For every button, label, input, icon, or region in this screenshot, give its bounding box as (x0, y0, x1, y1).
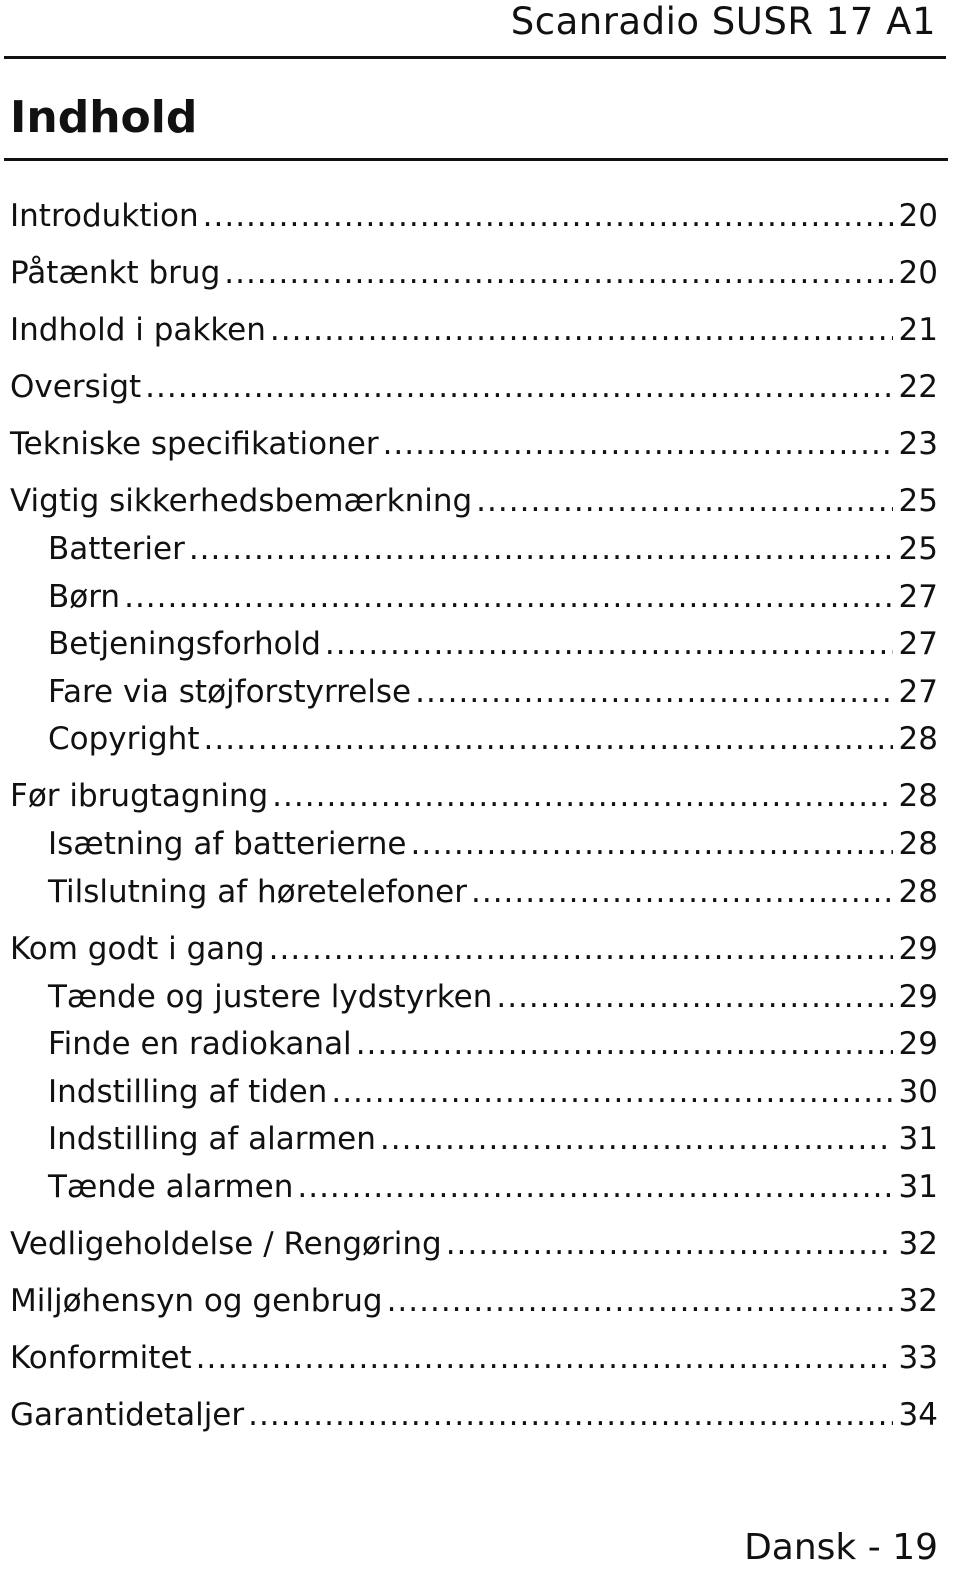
toc-subentry[interactable] (48, 717, 938, 761)
toc-subentry[interactable] (48, 1165, 938, 1209)
dot-leader (248, 1393, 892, 1437)
toc-entry-title: Påtænkt brug (10, 255, 221, 291)
toc-entry-title: Indstilling af tiden (48, 1073, 328, 1110)
toc-entry-page: 27 (898, 626, 938, 662)
toc-entry-page: 34 (898, 1396, 938, 1433)
toc-entry[interactable] (10, 251, 938, 295)
toc-entry-page: 33 (898, 1339, 938, 1376)
toc-subentry[interactable] (48, 822, 938, 866)
toc-entry-page: 28 (898, 721, 938, 757)
dot-leader (325, 622, 893, 666)
toc-entry[interactable] (10, 927, 938, 971)
toc-entry-title: Betjeningsforhold (48, 626, 321, 662)
toc-entry-title: Batterier (48, 531, 185, 567)
dot-leader (269, 927, 893, 971)
dot-leader (272, 774, 892, 818)
page-heading: Indhold (10, 92, 198, 143)
toc-entry-page: 31 (898, 1168, 938, 1205)
toc-entry-page: 27 (898, 673, 938, 710)
toc-entry-title: Garantidetaljer (10, 1396, 245, 1433)
dot-leader (446, 1222, 893, 1266)
toc-subentry[interactable] (48, 1022, 938, 1066)
dot-leader (297, 1165, 892, 1209)
toc-entry-title: Fare via støjforstyrrelse (48, 673, 412, 710)
toc-entry-title: Vedligeholdelse / Rengøring (10, 1225, 442, 1262)
footer-page-number: 19 (892, 1527, 938, 1568)
dot-leader (145, 365, 892, 409)
toc-entry-title: Isætning af batterierne (48, 826, 407, 862)
toc-subentry[interactable] (48, 1070, 938, 1114)
toc-entry-page: 28 (898, 826, 938, 862)
footer-language: Dansk (744, 1527, 857, 1568)
dot-leader (411, 822, 893, 866)
toc-entry-title: Kom godt i gang (10, 930, 265, 967)
toc-entry-title: Indhold i pakken (10, 312, 266, 348)
toc-entry-page: 29 (898, 978, 938, 1015)
toc-entry-title: Tænde alarmen (48, 1168, 294, 1205)
toc-entry[interactable] (10, 365, 938, 409)
toc-entry-title: Vigtig sikkerhedsbemærkning (10, 483, 473, 519)
dot-leader (496, 975, 892, 1019)
toc-entry[interactable] (10, 194, 938, 238)
toc-entry-title: Introduktion (10, 198, 199, 234)
toc-entry-title: Tilslutning af høretelefoner (48, 873, 467, 910)
dot-leader (356, 1022, 893, 1066)
dot-leader (471, 870, 893, 914)
toc-entry-page: 20 (898, 198, 938, 234)
toc-entry-page: 20 (898, 255, 938, 291)
toc-entry-page: 22 (898, 369, 938, 405)
toc-entry-title: Konformitet (10, 1339, 192, 1376)
toc-subentry[interactable] (48, 670, 938, 714)
dot-leader (270, 308, 893, 352)
header-divider (4, 56, 946, 59)
toc-subentry[interactable] (48, 1117, 938, 1161)
toc-entry-page: 32 (898, 1225, 938, 1262)
dot-leader (387, 1279, 893, 1323)
dot-leader (189, 527, 893, 571)
heading-divider (4, 158, 948, 161)
toc-entry-title: Miljøhensyn og genbrug (10, 1282, 383, 1319)
toc-entry-page: 25 (898, 483, 938, 519)
toc-entry[interactable] (10, 479, 938, 523)
toc-entry[interactable] (10, 422, 938, 466)
dot-leader (331, 1070, 892, 1114)
toc-entry-title: Indstilling af alarmen (48, 1121, 376, 1157)
toc-entry[interactable] (10, 1222, 938, 1266)
dot-leader (415, 670, 892, 714)
toc-entry-page: 30 (898, 1073, 938, 1110)
toc-entry[interactable] (10, 1336, 938, 1380)
document-title: Scanradio SUSR 17 A1 (510, 0, 936, 43)
toc-entry-title: Oversigt (10, 369, 142, 405)
toc-entry-page: 32 (898, 1282, 938, 1319)
toc-entry-title: Tekniske specifikationer (10, 426, 379, 462)
footer-separator: - (867, 1527, 881, 1568)
page-footer (744, 1526, 938, 1570)
toc-entry-title: Børn (48, 578, 121, 615)
toc-subentry[interactable] (48, 975, 938, 1019)
dot-leader (124, 575, 892, 619)
dot-leader (224, 251, 892, 295)
toc-entry-page: 25 (898, 531, 938, 567)
toc-entry-title: Tænde og justere lydstyrken (48, 978, 493, 1015)
toc-entry-page: 29 (898, 1026, 938, 1062)
toc-entry[interactable] (10, 308, 938, 352)
dot-leader (196, 1336, 893, 1380)
toc-entry[interactable] (10, 1393, 938, 1437)
toc-entry-page: 28 (898, 778, 938, 814)
toc-entry-title: Copyright (48, 721, 200, 757)
toc-entry-page: 27 (898, 578, 938, 615)
dot-leader (203, 717, 892, 761)
toc-entry[interactable] (10, 774, 938, 818)
dot-leader (383, 422, 893, 466)
toc-entry-page: 23 (898, 426, 938, 462)
toc-subentry[interactable] (48, 870, 938, 914)
toc-subentry[interactable] (48, 527, 938, 571)
toc-entry-page: 21 (898, 312, 938, 348)
toc-entry-page: 29 (898, 930, 938, 967)
toc-subentry[interactable] (48, 622, 938, 666)
toc-entry-page: 31 (898, 1121, 938, 1157)
toc-entry-page: 28 (898, 873, 938, 910)
dot-leader (380, 1117, 893, 1161)
toc-subentry[interactable] (48, 575, 938, 619)
dot-leader (476, 479, 892, 523)
toc-entry-title: Finde en radiokanal (48, 1026, 352, 1062)
toc-entry-title: Før ibrugtagning (10, 778, 269, 814)
toc-entry[interactable] (10, 1279, 938, 1323)
dot-leader (203, 194, 893, 238)
